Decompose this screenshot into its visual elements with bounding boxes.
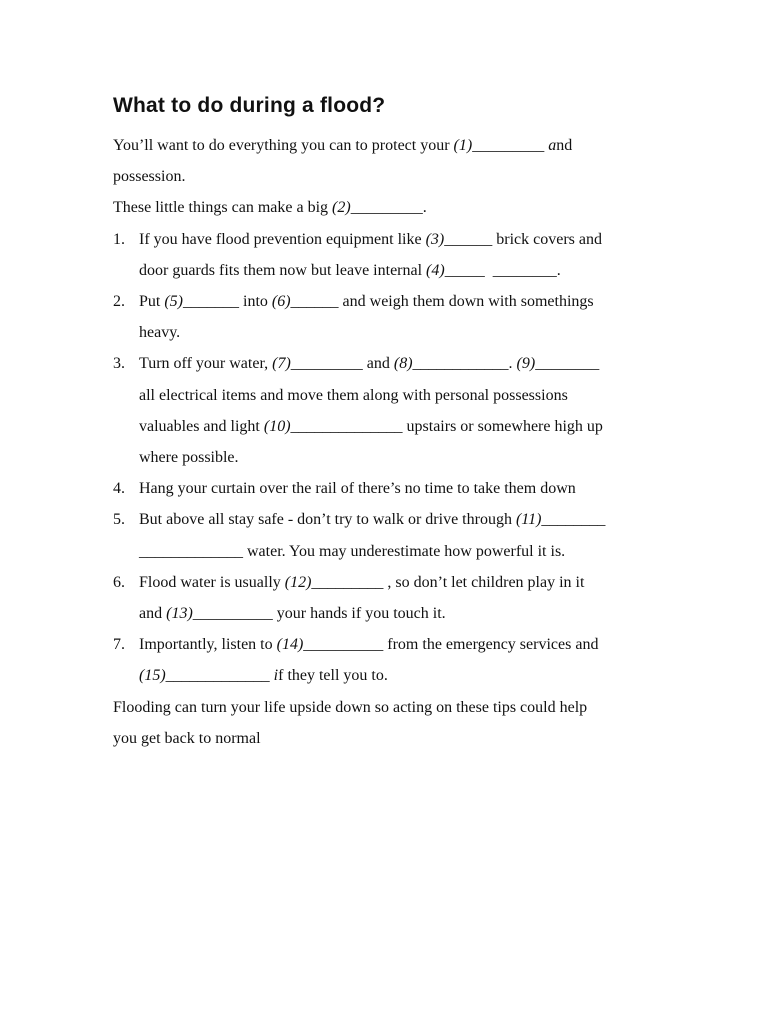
blank-11[interactable]: ________: [541, 511, 606, 529]
list-item: 2. Put (5)_______ into (6)______ and weigh them down with somethings heavy.: [113, 286, 673, 348]
list-number: 5.: [113, 511, 125, 529]
list-item: 5. But above all stay safe - don’t try to walk or drive through (11)________ _____________ water. You may underestimate how powerful it is.: [113, 504, 673, 566]
blank-14[interactable]: __________: [303, 636, 384, 654]
blank-number-7: (7): [272, 355, 291, 373]
blank-number-8: (8): [393, 355, 413, 373]
blank-number-12: (12): [284, 573, 312, 591]
page-title: What to do during a flood?: [113, 94, 386, 117]
list-number: 7.: [113, 636, 125, 654]
blank-8[interactable]: ____________: [412, 355, 509, 373]
blank-13[interactable]: __________: [192, 605, 273, 623]
worksheet-page: [113, 88, 673, 754]
list-item: 1. If you have flood prevention equipment like (3)______ brick covers and door guards fits them now but leave internal (4)_____ ________.: [113, 224, 673, 286]
blank-number-6: (6): [271, 293, 291, 311]
intro-line-1: You’ll want to do everything you can to protect your (1)_________ and: [113, 137, 573, 154]
list-number: 4.: [113, 480, 125, 498]
intro-paragraph: [113, 130, 673, 192]
list-number: 1.: [113, 230, 125, 248]
intro-line-2: possession.: [113, 168, 186, 186]
blank-11-continued[interactable]: _____________: [139, 542, 243, 560]
blank-10[interactable]: ______________: [290, 417, 403, 435]
blank-number-4: (4): [426, 261, 445, 279]
blank-number-13: (13): [166, 605, 193, 623]
blank-6[interactable]: ______: [290, 293, 339, 311]
blank-number-5: (5): [164, 293, 183, 311]
list-item: 7. Importantly, listen to (14)__________ from the emergency services and (15)_____________ if they tell you to.: [113, 629, 673, 691]
list-item: 3. Turn off your water, (7)_________ and (8)____________. (9)________ all electrical items and move them along with personal possessions valuables and light (10)______________ upstairs or somewhere high up where possible.: [113, 348, 673, 473]
blank-number-15: (15): [139, 667, 166, 685]
blank-12[interactable]: _________: [311, 573, 384, 591]
list-number: 2.: [113, 293, 125, 311]
closing-paragraph: Flooding can turn your life upside down so acting on these tips could help you get back to normal: [113, 698, 588, 747]
blank-number-1: (1): [453, 137, 473, 154]
little-things-line: These little things can make a big (2)_________.: [113, 199, 427, 217]
blank-2[interactable]: _________: [350, 199, 423, 217]
blank-number-2: (2): [332, 199, 351, 217]
blank-number-14: (14): [276, 636, 304, 654]
list-item: 4. Hang your curtain over the rail of there’s no time to take them down: [113, 473, 673, 504]
list-number: 6.: [113, 573, 125, 591]
blank-4[interactable]: _____ ________: [444, 261, 557, 279]
blank-number-11: (11): [515, 511, 542, 529]
blank-7[interactable]: _________: [290, 355, 363, 373]
list-item: 6. Flood water is usually (12)_________ , so don’t let children play in it and (13)__________ your hands if you touch it.: [113, 567, 673, 629]
blank-number-3: (3): [425, 230, 445, 248]
blank-5[interactable]: _______: [183, 293, 239, 311]
blank-15[interactable]: _____________: [165, 667, 270, 685]
blank-number-9: (9): [516, 355, 536, 373]
blank-9[interactable]: ________: [535, 355, 600, 373]
blank-1[interactable]: _________: [472, 137, 545, 154]
blank-3[interactable]: ______: [444, 230, 493, 248]
steps-list: [113, 224, 673, 692]
blank-number-10: (10): [263, 417, 291, 435]
list-number: 3.: [113, 355, 125, 373]
